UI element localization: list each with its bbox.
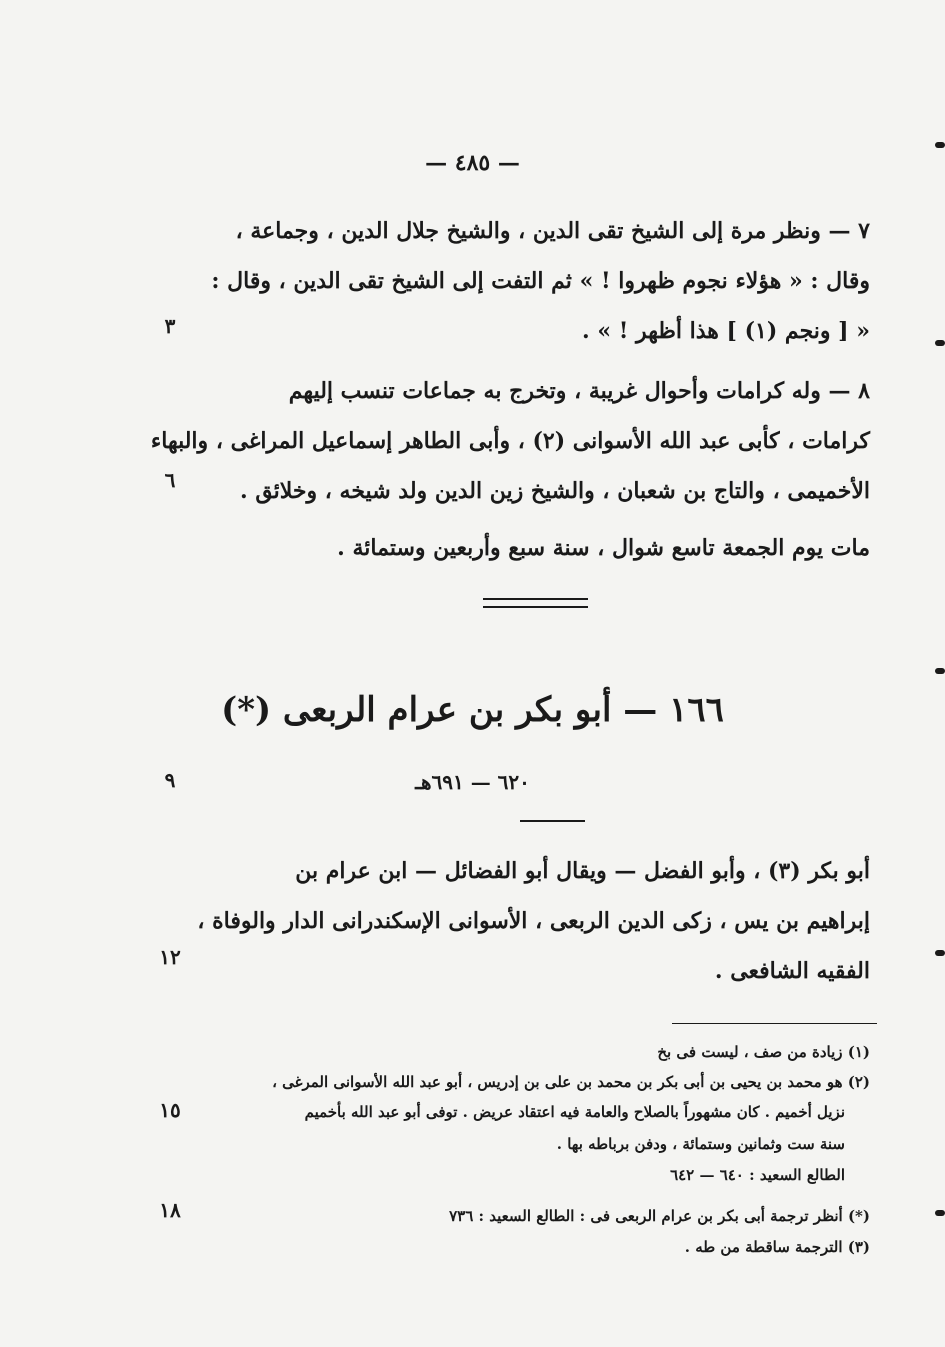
line-number-15: ١٥ [159,1098,181,1122]
footnote-star: (*) أنظر ترجمة أبى بكر بن عرام الربعى فى : الطالع السعيد : ٧٣٦ [449,1207,870,1225]
line-number-9: ٩ [164,768,176,792]
paragraph-2-line-1: ٨ — وله كرامات وأحوال غريبة ، وتخرج به جماعات تنسب إليهم [288,378,870,404]
line-number-12: ١٢ [159,945,181,969]
line-number-18: ١٨ [159,1198,181,1222]
paragraph-1-line-2: وقال : « هؤلاء نجوم ظهروا ! » ثم التفت إلى الشيخ تقى الدين ، وقال : [211,268,870,294]
death-line: مات يوم الجمعة تاسع شوال ، سنة سبع وأربعين وستمائة . [337,535,870,561]
section-divider-bottom [483,606,588,608]
paragraph-3-line-2: إبراهيم بن يس ، زكى الدين الربعى ، الأسوانى الإسكندرانى الدار والوفاة ، [197,908,870,934]
scan-edge-mark [935,950,945,956]
paragraph-2-line-2: كرامات ، كأبى عبد الله الأسوانى (٢) ، وأبى الطاهر إسماعيل المراغى ، والبهاء [150,428,870,454]
scan-edge-mark [935,142,945,148]
scan-edge-mark [935,668,945,674]
heading-rule [520,820,585,822]
footnote-2-line-2: نزيل أخميم . كان مشهوراً بالصلاح والعامة فيه اعتقاد عريض . توفى أبو عبد الله بأخميم [304,1103,845,1121]
entry-dates: ٦٢٠ — ٦٩١هـ [415,770,530,794]
page-number: — ٤٨٥ — [425,150,520,176]
paragraph-3-line-3: الفقيه الشافعى . [714,958,870,984]
footnote-2-source: الطالع السعيد : ٦٤٠ — ٦٤٢ [670,1166,845,1184]
footnote-separator [672,1023,877,1024]
footnote-2-line-1: (٢) هو محمد بن يحيى بن أبى بكر بن محمد بن على بن إدريس ، أبو عبد الله الأسوانى المرغى ، [272,1073,870,1091]
paragraph-2-line-3: الأخميمى ، والتاج بن شعبان ، والشيخ زين الدين ولد شيخه ، وخلائق . [240,478,870,504]
footnote-3: (٣) الترجمة ساقطة من طه . [684,1238,870,1256]
line-number-3: ٣ [164,314,176,338]
paragraph-3-line-1: أبو بكر (٣) ، وأبو الفضل — ويقال أبو الفضائل — ابن عرام بن [295,858,870,884]
section-divider-top [483,598,588,600]
footnote-1: (١) زيادة من صف ، ليست فى بخ [657,1043,870,1061]
line-number-6: ٦ [164,468,176,492]
scan-edge-mark [935,1210,945,1216]
scan-edge-mark [935,340,945,346]
paragraph-1-line-1: ٧ — ونظر مرة إلى الشيخ تقى الدين ، والشيخ جلال الدين ، وجماعة ، [235,218,870,244]
footnote-2-line-3: سنة ست وثمانين وستمائة ، ودفن برباطه بها . [556,1135,845,1153]
paragraph-1-line-3: « [ ونجم (١) ] هذا أظهر ! » . [582,318,870,344]
entry-title: ١٦٦ — أبو بكر بن عرام الربعى (*) [221,690,724,730]
